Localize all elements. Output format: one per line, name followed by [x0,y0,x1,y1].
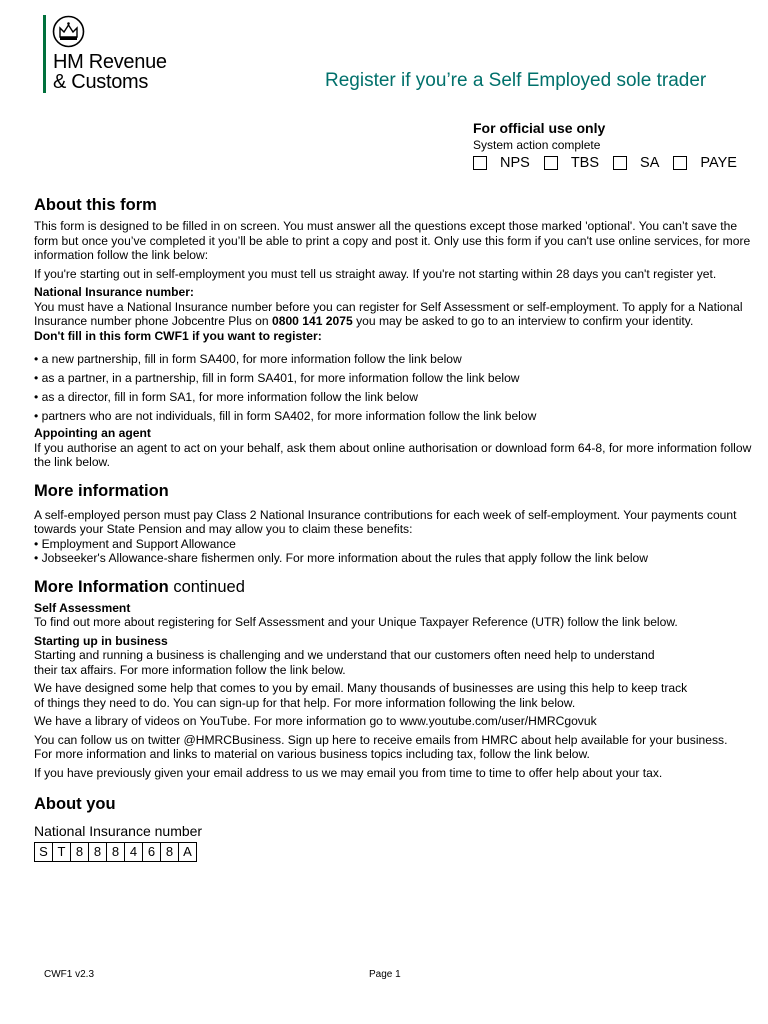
agent-heading: Appointing an agent [34,426,151,440]
email-help-text: We have designed some help that comes to you by email. Many thousands of businesses are using this help to keep track of things they need to do. You can sign-up for that help. For more information following the link below. [34,681,688,710]
page-number: Page 1 [369,969,401,980]
ni-char-box[interactable]: 8 [106,842,125,862]
nps-checkbox[interactable] [473,156,487,170]
org-name: HM Revenue & Customs [53,51,167,93]
ni-char-box[interactable]: 8 [160,842,179,862]
more-info-heading: More information [34,481,169,500]
form-version: CWF1 v2.3 [44,969,95,980]
more-info-text: A self-employed person must pay Class 2 National Insurance contributions for each week of self-employment. Your payments count towards your State Pension and may allow you to claim these benefits: [34,507,737,536]
list-item: • Jobseeker's Allowance-share fishermen only. For more information about the rules that apply follow the link below [34,551,648,565]
tbs-label: TBS [570,155,600,171]
email-text: If you have previously given your email address to us we may email you from time to time to offer help about your tax. [34,765,663,780]
list-item: • Employment and Support Allowance [34,536,236,551]
official-use-heading: For official use only [473,120,606,136]
ni-char-box[interactable]: 4 [124,842,143,862]
ni-char-box[interactable]: 6 [142,842,161,862]
list-item: • a new partnership, fill in form SA400, for more information follow the link below [34,352,462,366]
sa-label: SA [640,155,660,171]
starting-up-text: Starting and running a business is challenging and we understand that our customers often need help to understand their tax affairs. For more information follow the link below. [34,648,655,677]
ni-char-box[interactable]: S [34,842,53,862]
ni-char-box[interactable]: 8 [88,842,107,862]
videos-text: We have a library of videos on YouTube. For more information go to www.youtube.com/user/HMRCgovuk [34,714,597,728]
about-form-heading: About this form [34,196,157,214]
starting-up-heading: Starting up in business [34,633,168,648]
tbs-checkbox[interactable] [544,156,558,170]
ni-text: You must have a National Insurance number before you can register for Self Assessment or self-employment. To apply for a National Insurance number phone Jobcentre Plus on 0800 141 2075 you may be asked to go to an interview to confirm your identity. [34,299,743,328]
list-item: • as a partner, in a partnership, fill in form SA401, for more information follow the link below [34,371,520,385]
form-content [34,195,756,862]
starting-text: If you're starting out in self-employment you must tell us straight away. If you're not starting within 28 days you can't register yet. [34,266,717,281]
self-assessment-heading: Self Assessment [34,600,131,615]
official-use-subheading: System action complete [473,138,601,152]
list-item: • partners who are not individuals, fill in form SA402, for more information follow the link below [34,409,537,423]
list-item: • as a director, fill in form SA1, for more information follow the link below [34,390,418,404]
ni-heading: National Insurance number: [34,285,194,299]
self-assessment-text: To find out more about registering for Self Assessment and your Unique Taxpayer Reference (UTR) follow the link below. [34,615,678,629]
ni-char-box[interactable]: A [178,842,197,862]
official-use-box [473,120,737,171]
paye-checkbox[interactable] [673,156,687,170]
twitter-text: You can follow us on twitter @HMRCBusiness. Sign up here to receive emails from HMRC about help available for your business. For more information and links to material on various business topics including tax, follow the link below. [34,732,728,761]
about-you-heading: About you [34,795,116,813]
form-title: Register if you’re a Self Employed sole trader [325,70,707,91]
dont-fill-heading: Don't fill in this form CWF1 if you want to register: [34,328,322,343]
ni-char-box[interactable]: T [52,842,71,862]
ni-phone: 0800 141 2075 [272,314,353,328]
ni-char-box[interactable]: 8 [70,842,89,862]
about-form-intro: This form is designed to be filled in on screen. You must answer all the questions except those marked 'optional'. You can’t save the form but once you’ve completed it you’ll be able to print a copy and post it. Only use this form if you can't use online services, for more information follow the link below: [34,219,751,262]
royal-crest-icon [52,15,85,48]
sa-checkbox[interactable] [613,156,627,170]
nps-label: NPS [500,155,530,171]
more-info-continued-heading: More Information continued [34,577,245,596]
paye-label: PAYE [700,155,737,171]
brand-bar [43,15,46,93]
ni-number-field[interactable] [34,842,756,862]
agent-text: If you authorise an agent to act on your behalf, ask them about online authorisation or download form 64-8, for more information follow the link below. [34,440,752,469]
ni-number-label: National Insurance number [34,823,203,839]
